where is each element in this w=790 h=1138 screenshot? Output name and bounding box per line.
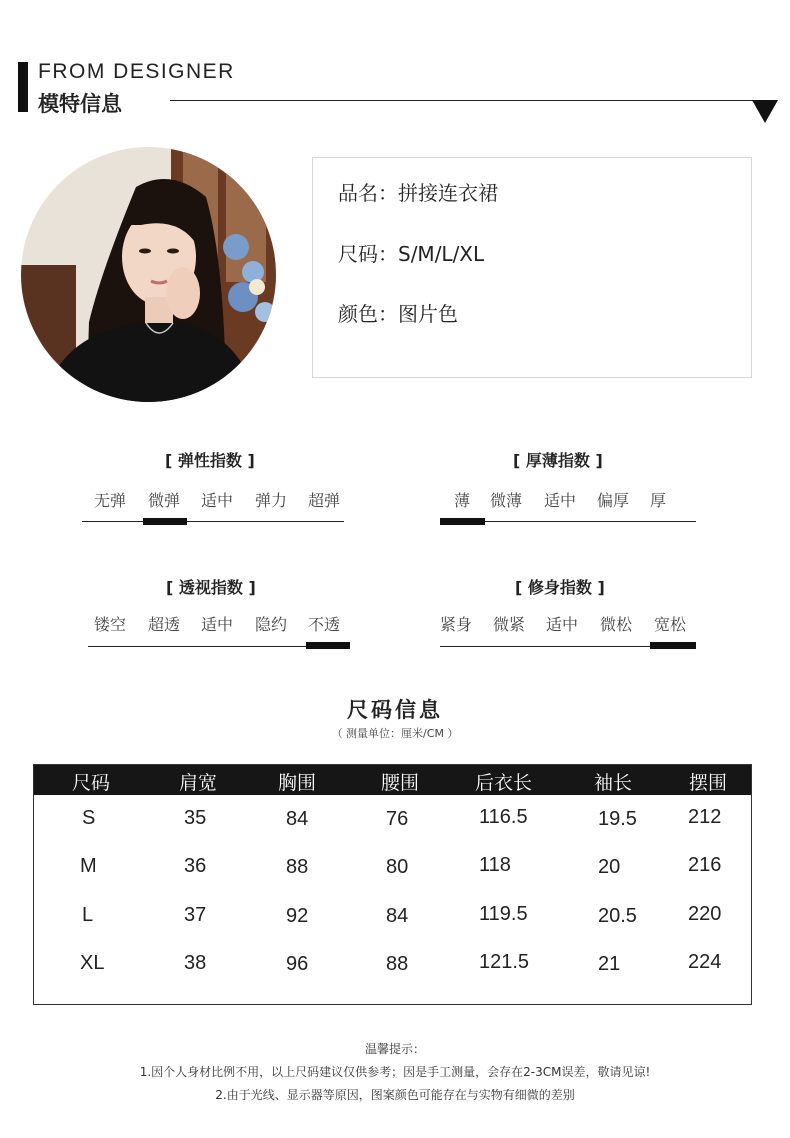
elasticity-option: 无弹 [94, 491, 127, 510]
fit-option: 适中 [546, 615, 579, 634]
table-cell: 76 [386, 808, 409, 830]
product-color: 颜色：图片色 [338, 302, 458, 326]
product-info-box [312, 157, 752, 378]
thickness-option: 适中 [544, 491, 577, 510]
size-chart-unit: （ 测量单位：厘米/CM ） [331, 727, 459, 740]
thickness-option: 微薄 [490, 491, 523, 510]
notes-title: 温馨提示： [364, 1042, 425, 1056]
table-cell: 19.5 [598, 808, 637, 830]
column-header: 摆围 [689, 772, 728, 794]
table-cell: 84 [286, 808, 309, 830]
table-cell: 35 [184, 807, 207, 829]
fit-option: 微紧 [493, 615, 526, 634]
table-cell: 92 [286, 905, 309, 927]
triangle-down-icon [752, 100, 778, 123]
elasticity-option: 微弹 [148, 491, 181, 510]
elasticity-selected-marker [143, 518, 187, 525]
elasticity-index-title: [ 弹性指数 ] [165, 451, 255, 470]
product-name: 品名：拼接连衣裙 [338, 181, 498, 205]
table-cell: 121.5 [479, 951, 530, 973]
header-title-cn: 模特信息 [38, 92, 122, 116]
table-cell: 38 [184, 952, 207, 974]
header-divider [170, 100, 762, 101]
elasticity-option: 超弹 [308, 491, 341, 510]
header-accent-bar [18, 62, 28, 112]
header-title-en: FROM DESIGNER [38, 60, 235, 83]
table-cell: XL [80, 952, 105, 974]
thickness-index-title: [ 厚薄指数 ] [513, 451, 603, 470]
table-cell: 20 [598, 856, 621, 878]
column-header: 肩宽 [179, 772, 218, 794]
table-cell: 37 [184, 904, 207, 926]
size-table [33, 764, 752, 1005]
table-cell: 88 [286, 856, 309, 878]
elasticity-option: 弹力 [255, 491, 288, 510]
table-cell: 88 [386, 953, 409, 975]
elasticity-option: 适中 [201, 491, 234, 510]
table-cell: L [82, 904, 94, 926]
transparency-option: 适中 [201, 615, 234, 634]
table-cell: 96 [286, 953, 309, 975]
model-photo [21, 147, 276, 402]
table-cell: 80 [386, 856, 409, 878]
notes-line-1: 1.因个人身材比例不用，以上尺码建议仅供参考；因是手工测量，会存在2-3CM误差，敬请见谅! [139, 1065, 651, 1079]
table-cell: 216 [688, 854, 722, 876]
column-header: 腰围 [381, 772, 420, 794]
column-header: 胸围 [278, 772, 317, 794]
thickness-option: 薄 [454, 491, 471, 510]
table-cell: 36 [184, 855, 207, 877]
elasticity-scale-line [82, 521, 344, 522]
transparency-option: 隐约 [255, 615, 288, 634]
table-cell: M [80, 855, 97, 877]
table-cell: 220 [688, 903, 722, 925]
transparency-index-title: [ 透视指数 ] [166, 578, 256, 597]
fit-option: 宽松 [654, 615, 687, 634]
notes-line-2: 2.由于光线、显示器等原因，图案颜色可能存在与实物有细微的差别 [215, 1088, 575, 1102]
transparency-option: 不透 [308, 615, 341, 634]
table-cell: 119.5 [479, 903, 528, 925]
table-cell: 20.5 [598, 905, 637, 927]
transparency-option: 镂空 [94, 615, 127, 634]
column-header: 尺码 [72, 772, 111, 794]
product-size: 尺码：S/M/L/XL [338, 242, 485, 266]
fit-selected-marker [650, 642, 696, 649]
fit-index-title: [ 修身指数 ] [515, 578, 605, 597]
column-header: 袖长 [594, 772, 633, 794]
thickness-selected-marker [440, 518, 485, 525]
column-header: 后衣长 [475, 772, 533, 794]
thickness-option: 厚 [650, 491, 667, 510]
fit-option: 紧身 [440, 615, 473, 634]
transparency-selected-marker [306, 642, 350, 649]
table-cell: 118 [479, 854, 511, 876]
table-cell: 21 [598, 953, 621, 975]
thickness-option: 偏厚 [597, 491, 630, 510]
table-cell: 84 [386, 905, 409, 927]
table-cell: 116.5 [479, 806, 528, 828]
table-cell: 212 [688, 806, 722, 828]
size-table-header [34, 765, 751, 795]
fit-option: 微松 [600, 615, 633, 634]
size-chart-title: 尺码信息 [347, 698, 443, 722]
table-cell: S [82, 807, 96, 829]
table-cell: 224 [688, 951, 722, 973]
transparency-option: 超透 [148, 615, 181, 634]
